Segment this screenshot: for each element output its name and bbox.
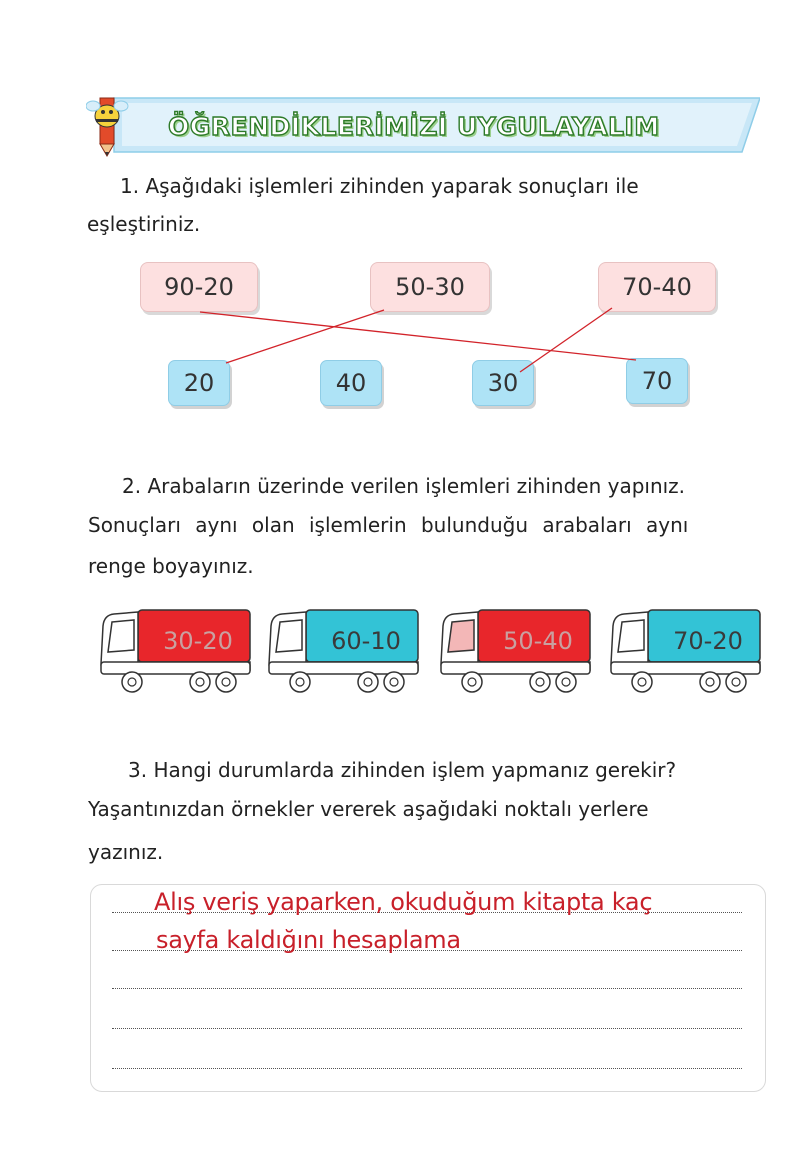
truck[interactable] [266,606,426,696]
dotted-line [112,1028,742,1029]
truck-label: 70-20 [673,627,743,655]
page-title: ÖĞRENDİKLERİMİZİ UYGULAYALIM [168,112,660,141]
question1-number: 1. [120,174,140,198]
question3-number: 3. [128,758,148,782]
handwritten-answer-line1: Alış veriş yaparken, okuduğum kitapta kaç [154,888,653,916]
answer-box[interactable]: 30 [472,360,534,406]
expression-box[interactable]: 50-30 [370,262,490,312]
expression-box[interactable]: 70-40 [598,262,716,312]
question3-text [128,756,768,784]
truck[interactable] [98,606,258,696]
truck-label: 30-20 [163,627,233,655]
question2-line2: Sonuçları aynı olan işlemlerin bulunduğu arabaları aynı [88,513,689,537]
match-line [200,312,636,360]
dotted-line [112,1068,742,1069]
answer-box[interactable]: 70 [626,358,688,404]
answer-box[interactable]: 20 [168,360,230,406]
question1-line1: Aşağıdaki işlemleri zihinden yaparak sonuçları ile [145,174,639,198]
question2-text [122,472,772,500]
question2-line3: renge boyayınız. [88,554,254,578]
question3-line2: Yaşantınızdan örnekler vererek aşağıdaki noktalı yerlere [88,797,649,821]
expression-box[interactable]: 90-20 [140,262,258,312]
question3-line1: Hangi durumlarda zihinden işlem yapmanız gerekir? [153,758,677,782]
truck[interactable] [438,606,598,696]
truck[interactable] [608,606,768,696]
truck-label: 50-40 [503,627,573,655]
question3-line3: yazınız. [88,840,164,864]
question1-line2: eşleştiriniz. [87,212,201,236]
truck-label: 60-10 [331,627,401,655]
handwritten-answer-line2: sayfa kaldığını hesaplama [156,926,461,954]
match-line [520,308,612,372]
question2-number: 2. [122,474,142,498]
question2-line1: Arabaların üzerinde verilen işlemleri zihinden yapınız. [147,474,686,498]
answer-box[interactable]: 40 [320,360,382,406]
dotted-line [112,988,742,989]
